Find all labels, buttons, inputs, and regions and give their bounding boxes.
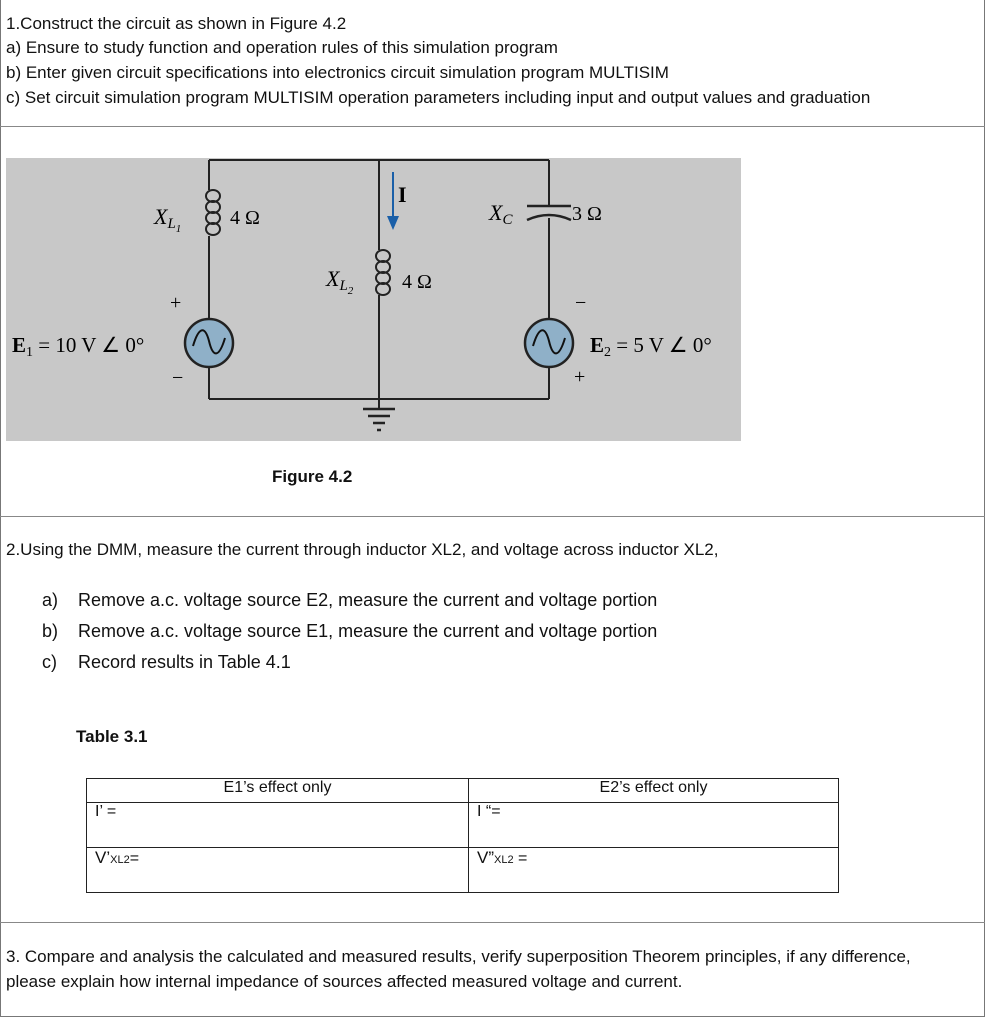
table-row xyxy=(87,848,839,893)
xl2-value: 4 Ω xyxy=(402,271,432,293)
current-e1-cell[interactable]: I’ = xyxy=(87,803,469,848)
xl1-value: 4 Ω xyxy=(230,207,260,229)
question2-text: 2.Using the DMM, measure the current through inductor XL2, and voltage across inductor XL2, xyxy=(6,540,719,559)
circuit-diagram xyxy=(6,158,741,441)
source-e1-icon xyxy=(185,319,233,367)
list-item xyxy=(42,621,657,642)
table-row xyxy=(87,803,839,848)
e1-minus: − xyxy=(172,367,184,389)
e2-minus: − xyxy=(575,292,587,314)
voltage-e1-cell[interactable]: V’XL2= xyxy=(87,848,469,893)
inductor-xl1 xyxy=(206,190,220,235)
step1-text: 1.Construct the circuit as shown in Figure 4.2 xyxy=(6,14,347,33)
current-label: I xyxy=(398,182,407,207)
list-item-text: Remove a.c. voltage source E1, measure the current and voltage portion xyxy=(78,621,658,641)
e1-label: E1 = 10 V ∠ 0° xyxy=(12,333,145,360)
inductor-xl2 xyxy=(376,250,390,295)
xl2-label: XL2 xyxy=(326,266,354,297)
circuit-figure xyxy=(6,158,741,441)
list-item-label: b) xyxy=(42,621,59,641)
table-header-e1: E1’s effect only xyxy=(87,779,469,803)
question3-text: 3. Compare and analysis the calculated and measured results, verify superposition Theorem principles, if any difference, please explain how internal impedance of sources affected measured voltage and current. xyxy=(6,947,911,991)
step1b-text: b) Enter given circuit specifications into electronics circuit simulation program MULTISIM xyxy=(6,63,669,82)
list-item xyxy=(42,590,657,611)
e2-plus: + xyxy=(574,366,586,388)
voltage-e2-cell[interactable]: V”XL2 = xyxy=(469,848,839,893)
divider xyxy=(0,516,985,517)
list-item-label: c) xyxy=(42,652,57,672)
step1a-text: a) Ensure to study function and operation rules of this simulation program xyxy=(6,38,558,57)
source-e2-icon xyxy=(525,319,573,367)
step1c-text: c) Set circuit simulation program MULTISIM operation parameters including input and output values and graduation xyxy=(6,88,871,107)
e1-plus: + xyxy=(170,292,182,314)
xl1-label: XL1 xyxy=(154,204,182,235)
current-e2-cell[interactable]: I “= xyxy=(469,803,839,848)
divider xyxy=(0,126,985,127)
list-item xyxy=(42,652,291,673)
table-header-row xyxy=(87,779,839,803)
table-header-e2: E2’s effect only xyxy=(469,779,839,803)
list-item-text: Remove a.c. voltage source E2, measure the current and voltage portion xyxy=(78,590,658,610)
divider xyxy=(0,922,985,923)
table-title: Table 3.1 xyxy=(76,727,148,746)
xc-value: 3 Ω xyxy=(572,203,602,225)
xc-label: XC xyxy=(489,200,513,228)
figure-caption: Figure 4.2 xyxy=(272,467,353,486)
list-item-label: a) xyxy=(42,590,59,610)
capacitor-xc xyxy=(527,206,571,220)
e2-label: E2 = 5 V ∠ 0° xyxy=(590,333,712,360)
ground-icon xyxy=(363,409,395,430)
results-table xyxy=(86,778,839,893)
list-item-text: Record results in Table 4.1 xyxy=(78,652,291,672)
